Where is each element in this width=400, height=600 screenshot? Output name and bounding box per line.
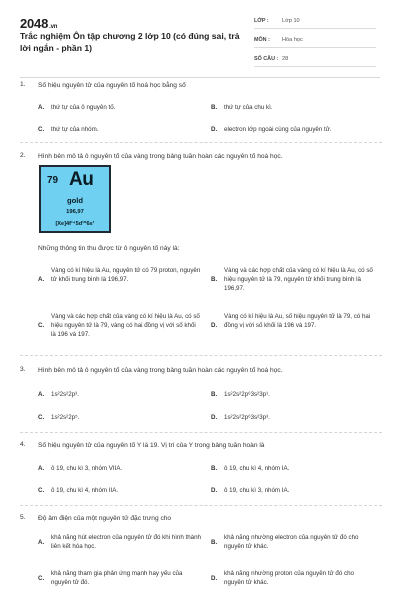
option-label: B. <box>211 539 218 546</box>
option-label: D. <box>211 126 218 133</box>
option-text: ô 19, chu kì 3, nhóm VIIA. <box>51 465 123 472</box>
header-divider <box>20 77 380 78</box>
question-text: Hình bên mô tả ô nguyên tố của vàng trong bảng tuần hoàn các nguyên tố hoá học. <box>38 367 283 374</box>
meta-value: 28 <box>282 56 289 62</box>
option-label: B. <box>211 104 218 111</box>
quiz-meta <box>254 14 376 71</box>
option-text: Vàng có kí hiệu là Au, số hiệu nguyên tử là 79, có hai đồng vị với số khối là 196 và 197. <box>224 313 371 329</box>
question-1 <box>20 81 382 143</box>
option-text: khả năng nhường proton của nguyên tử đó cho nguyên tử khác. <box>224 570 354 586</box>
option-text: khả năng tham gia phản ứng mạnh hay yếu của nguyên tử đó. <box>51 570 183 586</box>
question-number: 4. <box>20 441 26 448</box>
option-text: Vàng và các hợp chất của vàng có kí hiệu là Au, có số hiệu nguyên tử là 79, nguyên tử khối trung bình là 196,97. <box>224 267 373 292</box>
atomic-mass: 196,97 <box>66 209 84 215</box>
option-label: A. <box>38 276 45 283</box>
option-label: D. <box>211 414 218 421</box>
meta-key: LỚP : <box>254 18 269 24</box>
option-label: B. <box>211 391 218 398</box>
gold-element-tile <box>39 165 111 233</box>
option-text: ô 19, chu kì 4, nhóm IIA. <box>51 487 119 494</box>
option-text: 1s²2s²2p³. <box>51 391 79 398</box>
question-2 <box>20 152 382 357</box>
option-text: thứ tự của chu kì. <box>224 104 273 111</box>
site-logo[interactable] <box>20 16 57 31</box>
option-text: khả năng hút electron của nguyên tử đó khi hình thành liên kết hóa học. <box>51 534 202 550</box>
meta-value: Lớp 10 <box>282 18 300 24</box>
option-label: A. <box>38 391 45 398</box>
page-title: Trắc nghiệm Ôn tập chương 2 lớp 10 (có đúng sai, trả lời ngắn - phần 1) <box>20 31 240 53</box>
option-label: D. <box>211 322 218 329</box>
question-text: Số hiệu nguyên tử của nguyên tố hoá học bằng số <box>38 82 186 89</box>
option-text: Vàng có kí hiệu là Au, nguyên tử có 79 proton, nguyên tử khối trung bình là 196,97. <box>51 267 201 283</box>
atomic-number: 79 <box>47 175 59 186</box>
option-text: thứ tự của nhóm. <box>51 126 99 133</box>
meta-row-count <box>254 52 376 67</box>
logo-text: 2048 <box>20 16 49 31</box>
option-text: 1s²2s²2p⁵. <box>51 414 80 421</box>
option-text: electron lớp ngoài cùng của nguyên tử. <box>224 126 332 133</box>
option-label: D. <box>211 575 218 582</box>
option-text: Vàng và các hợp chất của vàng có kí hiệu là Au, có số hiệu nguyên tử là 79, vàng có hai đồng vị với số khối là 196 và 197. <box>51 313 200 338</box>
option-label: C. <box>38 487 45 494</box>
option-label: A. <box>38 539 45 546</box>
element-symbol: Au <box>69 169 94 190</box>
meta-value: Hóa học <box>282 37 303 43</box>
option-text: ô 19, chu kì 4, nhóm IA. <box>224 465 290 472</box>
question-subtext: Những thông tin thu được từ ô nguyên tố này là: <box>38 245 180 252</box>
option-label: C. <box>38 322 45 329</box>
option-label: C. <box>38 414 45 421</box>
option-label: B. <box>211 465 218 472</box>
question-text: Số hiệu nguyên tử của nguyên tố Y là 19. Vị trí của Y trong bảng tuần hoàn là <box>38 442 265 449</box>
option-text: ô 19, chu kì 3, nhóm IA. <box>224 487 290 494</box>
option-label: A. <box>38 104 45 111</box>
option-label: D. <box>211 487 218 494</box>
meta-row-subject <box>254 33 376 48</box>
option-text: 1s²2s²2p⁶3s²3p³. <box>224 414 270 421</box>
option-label: C. <box>38 575 45 582</box>
meta-row-class <box>254 14 376 29</box>
electron-configuration: [Xe]4f¹⁴5d¹⁰6s¹ <box>55 221 95 227</box>
question-divider <box>20 432 382 433</box>
option-label: C. <box>38 126 45 133</box>
question-5 <box>20 514 382 598</box>
option-text: 1s²2s²2p⁶3s²3p¹. <box>224 391 270 398</box>
element-name: gold <box>66 196 84 205</box>
meta-key: MÔN : <box>254 37 270 43</box>
page-header <box>0 0 400 76</box>
question-4 <box>20 441 382 506</box>
option-label: A. <box>38 465 45 472</box>
question-number: 2. <box>20 152 26 159</box>
question-number: 5. <box>20 514 26 521</box>
logo-tld: .vn <box>49 24 58 30</box>
question-number: 1. <box>20 81 26 88</box>
meta-key: SỐ CÂU : <box>254 56 279 62</box>
question-3 <box>20 366 382 433</box>
question-text: Độ âm điện của một nguyên tử đặc trưng cho <box>38 515 172 522</box>
question-divider <box>20 142 382 143</box>
option-text: khả năng nhường electron của nguyên tử đó cho nguyên tử khác. <box>224 534 359 550</box>
question-divider <box>20 505 382 506</box>
question-number: 3. <box>20 366 26 373</box>
option-label: B. <box>211 276 218 283</box>
option-text: thứ tự của ô nguyên tố. <box>51 104 116 111</box>
question-text: Hình bên mô tả ô nguyên tố của vàng trong bảng tuần hoàn các nguyên tố hoá học. <box>38 153 283 160</box>
question-divider <box>20 355 382 356</box>
